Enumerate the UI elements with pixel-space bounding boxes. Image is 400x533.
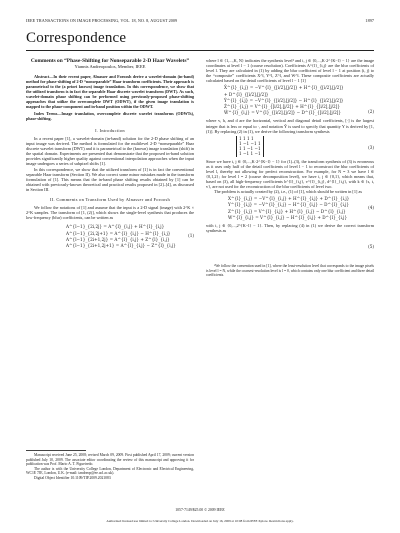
equation-4-line: Y^{l}_{i,j} = −V^{l}_{i,j} − H^{l}_{i,j} − D^{l}_{i,j} bbox=[228, 202, 350, 208]
equation-1-line: A^{l−1}_{2i+1,2j+1} = A^{l}_{i,j} − Z^{l}_{i,j} bbox=[66, 242, 176, 248]
footnote-rule bbox=[26, 450, 86, 451]
equation-2-line: Ŷ^{l}_{i,j} = −V^{l}_{[i/2],[j/2]} − H^{l}_{[i/2],[j/2]} bbox=[224, 97, 344, 103]
section-2-paragraph-1: We follow the notations of [1] and assume that the input is a 2-D signal (image) with 2^K × 2^K samples. The transform of [1, (2)], which shows the single-level synthesis that produces the low-frequency (blur) coefficients, can be written as bbox=[26, 205, 194, 221]
equation-2-line: X̂^{l}_{i,j} = −V^{l}_{[i/2],[j/2]} + H^{l}_{[i/2],[j/2]} bbox=[224, 85, 344, 91]
title-rule bbox=[26, 50, 374, 51]
page-number: 1897 bbox=[365, 18, 374, 23]
equation-4-number: (4) bbox=[368, 205, 374, 211]
right-paragraph-4: The problem is actually created by (2), i.e., (1) of [1], which should be written in [1] as bbox=[214, 189, 362, 195]
doi: Digital Object Identifier 10.1109/TIP.2009.2021083 bbox=[34, 475, 111, 480]
left-column bbox=[26, 58, 194, 249]
footnote-affiliation: The author is with the University College London, Department of Electronic and Electrical Engineering, WC1E 7JE, London, U.K. (e-mail: iandreop@ee.ucl.ac.uk). bbox=[26, 466, 194, 476]
equation-2-line: Ŵ^{l}_{i,j} = V^{l}_{[i/2],[j/2]} − D^{l}_{[i/2],[j/2]} bbox=[224, 110, 342, 116]
equation-2-number: (2) bbox=[368, 109, 374, 115]
right-paragraph-1: where l ∈ {1,...,K, N} indicates the synthesis level¹ and i, j ∈ {0,...,K·2^{K−l} − 1} are the image coordinates at level l − 1 (coarse resolution). Coefficients A^{l}_{i,j} are the blur coefficients of level l. They are calculated in (1) by adding the blur coefficient of level l − 1 at position (i, j) to the “composite” coefficients X^l, Y^l, Z^l, and W^l. These composite coefficients are actually calculated based on the detail coefficients of level l − 1 [1] bbox=[206, 58, 374, 84]
equation-5 bbox=[206, 235, 374, 261]
journal-header: IEEE TRANSACTIONS ON IMAGE PROCESSING, VOL. 18, NO. 8, AUGUST 2009 bbox=[26, 18, 178, 23]
index-terms: Index Terms—Image translation, overcomplete discrete wavelet transforms (ODWTs), phase-shifting. bbox=[26, 110, 194, 121]
equation-2-line: Ẑ^{l}_{i,j} = V^{l}_{[i/2],[j/2]} + H^{l}_{[i/2],[j/2]} bbox=[224, 104, 340, 110]
equation-5-number: (5) bbox=[368, 244, 374, 250]
matrix-row: 1 −1 −1 1 bbox=[239, 140, 261, 146]
running-header bbox=[26, 18, 374, 23]
section-2-heading: II. Comments on Transform Used by Alnasser and Foroosh bbox=[50, 197, 170, 202]
equation-1 bbox=[26, 224, 194, 249]
matrix-row: 1 1 −1 −1 bbox=[239, 146, 261, 152]
paper-author: Yiannis Andreopoulos, Member, IEEE bbox=[74, 64, 146, 70]
section-1-paragraph-2: In this correspondence, we show that the utilized transform of [1] is in fact the conventional separable Haar transform (Section II). We also correct some minor mistakes made in the transform formulation of [1]. This means that the in-band phase shifting results obtained by [1] can be obtained with previously-known theoretical and practical results proposed in [2]–[4], as discussed in Section III. bbox=[26, 166, 194, 192]
equation-4 bbox=[206, 196, 374, 221]
equation-1-line: A^{l−1}_{2i,2j+1} = A^{l}_{i,j} − H^{l}_{i,j} bbox=[66, 230, 171, 236]
matrix-row: 1 1 1 1 bbox=[239, 135, 254, 141]
section-1-paragraph-1: In a recent paper [1], a wavelet-domain (in-band) solution for the 2-D phase shifting of an input image was derived. The method is formulated for the multilevel 2-D “nonseparable” Haar discrete wavelet transform (DWT) and it is parametrical to the (known) image translation (shift) in the spatial domain. Experiments are presented that demonstrate that the proposed in-band solution provides significantly higher quality against conventional interpolation approaches when the input image undergoes a series of subpixel shifts [1]. bbox=[26, 135, 194, 167]
paper-title: Comments on “Phase-Shifting for Nonseparable 2-D Haar Wavelets” bbox=[30, 58, 190, 64]
footnote-received: Manuscript received June 25, 2008; revised March 09, 2009. First published April 17, 2009; current version published July 10, 2009. The associate editor coordinating the review of this manuscript and approving it for publication was Prof. Mario A. T. Figueiredo. bbox=[26, 453, 194, 467]
equation-1-number: (1) bbox=[188, 233, 194, 239]
equation-2 bbox=[206, 85, 374, 116]
right-paragraph-5: with i, j ∈ {0,...,2^{K−l} − 1}. Then, by replacing (4) in (1) we derive the correct transform synthesis as bbox=[206, 223, 374, 234]
equation-1-line: A^{l−1}_{2i,2j} = A^{l}_{i,j} + H^{l}_{i,j} bbox=[66, 224, 165, 230]
right-footnote: ¹We follow the convention used in [1], where the least-resolution level that corresponds to the image pixels is level l = N, while the coarsest-resolution level is l = 0, which contains only one blur coefficient and three detail coefficients. bbox=[206, 264, 374, 278]
right-paragraph-2: where v, h, and d are the horizontal, vertical and diagonal detail coefficients, [·] is the largest integer that is less or equal to ·, and notation Ŷ is used to specify that quantity Y is derived by [1, (1)]. By replacing (2) in (1), we derive the following transform synthesis bbox=[206, 118, 374, 134]
equation-3 bbox=[206, 136, 374, 157]
matrix-row: 1 −1 1 −1 bbox=[239, 151, 261, 157]
license-notice: Authorized licensed use limited to: University College London. Downloaded on July 16, 2009 at 10:08 from IEEE Xplore. Restrictions apply. bbox=[106, 519, 294, 523]
equation-3-number: (3) bbox=[368, 144, 374, 150]
issn-code: 1057-7149/$25.00 © 2009 IEEE bbox=[175, 508, 225, 512]
footnote-block bbox=[26, 450, 194, 481]
section-title: Correspondence bbox=[26, 30, 127, 46]
abstract: Abstract—In their recent paper, Alnasser and Foroosh derive a wavelet-domain (in-band) method for phase-shifting of 2-D “nonseparable” Haar transform coefficients. Their approach is parametrical to the (a priori known) image translation. In this correspondence, we show that the utilized transform is in fact the separable Haar discrete wavelet transform (DWT). As such, wavelet-domain phase shifting can be performed using previously-proposed phase-shifting approaches that utilize the overcomplete DWT (ODWT), if the given image translation is mapped to the phase-component and in-band position within the ODWT. bbox=[26, 74, 194, 110]
section-1-heading: I. Introduction bbox=[95, 127, 125, 133]
equation-4-line: Z^{l}_{i,j} = V^{l}_{i,j} + H^{l}_{i,j} − D^{l}_{i,j} bbox=[228, 208, 346, 214]
equation-2-line: + D^{l}_{[i/2],[j/2]} bbox=[224, 91, 269, 97]
equation-3-matrix bbox=[236, 136, 264, 157]
right-column bbox=[206, 58, 374, 278]
equation-4-line: X^{l}_{i,j} = −V^{l}_{i,j} + H^{l}_{i,j} + D^{l}_{i,j} bbox=[228, 196, 350, 202]
equation-4-line: W^{l}_{i,j} = V^{l}_{i,j} − H^{l}_{i,j} + D^{l}_{i,j} bbox=[228, 214, 348, 220]
right-paragraph-3: Since we have i, j ∈ {0,...,K·2^{K−l} − 1} for (1)–(3), the transform synthesis of (3) is erroneous as it uses only half of the detail coefficients of level l − 1 to reconstruct the blur coefficients of level l, thereby not allowing for perfect reconstruction. For example, for N = 3 we have l ∈ {0,1,2}; for level l = 2 (coarse decomposition level), we have i, j ∈ {0,1}, which means that, based on (3), all high-frequency coefficients h^{l}_{i,j}, v^{l}_{i,j}, d^{l}_{i,j}, with k ∈ {s, t, v}, are not used for the reconstruction of the blur coefficients of level two. bbox=[206, 158, 374, 190]
equation-1-line: A^{l−1}_{2i+1,2j} = A^{l}_{i,j} + Z^{l}_{i,j} bbox=[66, 236, 170, 242]
